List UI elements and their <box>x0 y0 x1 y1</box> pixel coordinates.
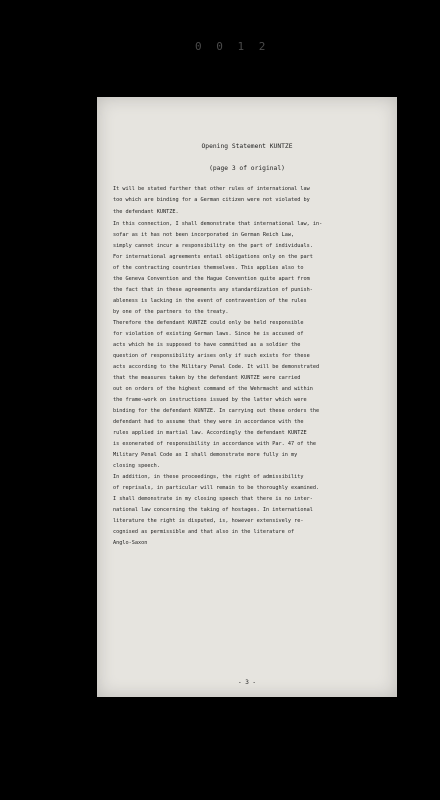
text-line: simply cannot incur a responsibility on the part of individuals. <box>113 242 313 249</box>
text-line: Anglo-Saxon <box>113 539 148 546</box>
text-line: acts according to the Military Penal Code. It will be demonstrated <box>113 363 320 370</box>
document-page <box>97 97 397 697</box>
text-line: the defendant KUNTZE. <box>113 209 179 215</box>
text-line: question of responsibility arises only if such exists for these <box>113 352 310 359</box>
text-line: literature the right is disputed, is, however extensively re- <box>113 517 304 524</box>
text-line: Therefore the defendant KUNTZE could only be held responsible <box>113 319 304 326</box>
document-title: Opening Statement KUNTZE <box>201 143 293 150</box>
text-line: acts which he is supposed to have committed as a soldier the <box>113 341 301 348</box>
text-line: too which are binding for a German citizen were not violated by <box>113 197 310 203</box>
text-line: for violation of existing German laws. Since he is accused of <box>113 330 304 337</box>
text-line: by one of the partners to the treaty. <box>113 308 229 315</box>
text-line: For international agreements entail obligations only on the part <box>113 253 313 260</box>
text-line: rules applied in martial law. Accordingly the defendant KUNTZE <box>113 429 307 436</box>
text-line: national law concerning the taking of hostages. In international <box>113 506 313 513</box>
text-line: that the measures taken by the defendant KUNTZE were carried <box>113 374 301 381</box>
text-line: In addition, in these proceedings, the right of admissibility <box>113 473 304 480</box>
text-line: the Geneva Convention and the Hague Convention quite apart from <box>113 275 310 282</box>
text-line: of reprisals, in particular will remain to be thoroughly examined. <box>113 484 320 491</box>
document-subtitle: (page 3 of original) <box>209 165 285 172</box>
text-line: of the contracting countries themselves. This applies also to <box>113 264 304 271</box>
page-number: - 3 - <box>237 679 257 686</box>
text-line: Military Penal Code as I shall demonstrate more fully in my <box>113 451 298 458</box>
text-line: I shall demonstrate in my closing speech that there is no inter- <box>113 495 313 502</box>
text-line: It will be stated further that other rules of international law <box>113 186 310 192</box>
text-line: ableness is lacking in the event of contravention of the rules <box>113 297 307 304</box>
document-body <box>113 184 385 549</box>
text-line: defendant had to assume that they were in accordance with the <box>113 418 304 425</box>
text-line: cognised as permissible and that also in the literature of <box>113 528 295 535</box>
archive-stamp-number: 0 0 1 2 <box>195 40 270 53</box>
text-line: the frame-work on instructions issued by the latter which were <box>113 396 307 403</box>
text-line: In this connection, I shall demonstrate that international law, in- <box>113 220 323 227</box>
text-line: the fact that in these agreements any standardization of punish- <box>113 286 313 293</box>
text-line: closing speech. <box>113 462 160 469</box>
text-line: binding for the defendant KUNTZE. In carrying out these orders the <box>113 407 320 414</box>
text-line: is exonerated of responsibility in accordance with Par. 47 of the <box>113 440 317 447</box>
text-line: sofar as it has not been incorporated in German Reich Law, <box>113 231 295 238</box>
text-line: out on orders of the highest command of the Wehrmacht and within <box>113 385 313 392</box>
